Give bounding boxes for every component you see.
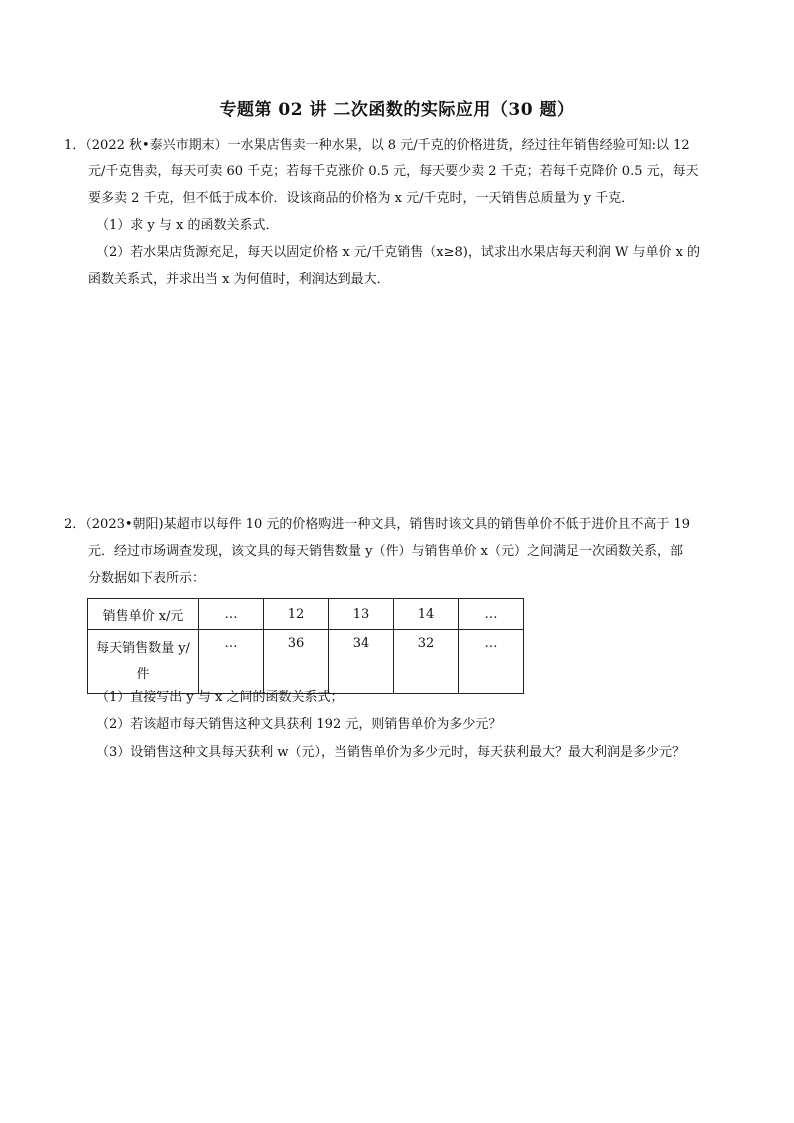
q1-sub-1: （1）求 y 与 x 的函数关系式． xyxy=(96,218,279,233)
table-cell: 销售单价 x/元 xyxy=(88,599,199,630)
data-table xyxy=(87,598,524,694)
table-cell: 36 xyxy=(264,630,329,694)
q2-line-2: 元．经过市场调查发现，该文具的每天销售数量 y（件）与销售单价 x（元）之间满足一次函数关系，部 xyxy=(88,544,683,559)
q1-line-3: 要多卖 2 千克，但不低于成本价．设该商品的价格为 x 元/千克时，一天销售总质量为 y 千克． xyxy=(88,191,635,206)
q1-sub-2: （2）若水果店货源充足，每天以固定价格 x 元/千克销售（x≥8)，试求出水果店每天利润 W 与单价 x 的 xyxy=(96,245,701,260)
table-cell: … xyxy=(459,630,524,694)
q2-line-3: 分数据如下表所示： xyxy=(88,571,206,586)
table-row xyxy=(88,630,524,694)
table-cell: 34 xyxy=(329,630,394,694)
table-cell: 12 xyxy=(264,599,329,630)
q1-sub-2-cont: 函数关系式，并求出当 x 为何值时，利润达到最大． xyxy=(88,272,390,287)
table-head-line-1: 每天销售数量 y/ xyxy=(96,640,190,656)
q2-line-1: 2．（2023•朝阳)某超市以每件 10 元的价格购进一种文具，销售时该文具的销售单价不低于进价且不高于 19 xyxy=(64,517,691,532)
q1-line-2: 元/千克售卖，每天可卖 60 千克；若每千克涨价 0.5 元，每天要少卖 2 千克；若每千克降价 0.5 元，每天 xyxy=(88,164,699,179)
table-head-line-2: 件 xyxy=(136,666,150,682)
table-cell: … xyxy=(459,599,524,630)
table-cell: 32 xyxy=(394,630,459,694)
table-cell: 14 xyxy=(394,599,459,630)
table-cell: … xyxy=(199,630,264,694)
q1-line-1: 1．（2022 秋•泰兴市期末）一水果店售卖一种水果，以 8 元/千克的价格进货，经过往年销售经验可知:以 12 xyxy=(64,138,690,153)
table-cell: 13 xyxy=(329,599,394,630)
table-row xyxy=(88,599,524,630)
page-title: 专题第 02 讲 二次函数的实际应用（30 题） xyxy=(219,100,575,120)
q2-sub-3: （3）设销售这种文具每天获利 w（元），当销售单价为多少元时，每天获利最大？最大利润是多少元？ xyxy=(96,745,686,760)
table-cell: … xyxy=(199,599,264,630)
q2-sub-2: （2）若该超市每天销售这种文具获利 192 元，则销售单价为多少元？ xyxy=(96,717,502,732)
table-cell-head xyxy=(88,630,199,694)
q2-sub-1: （1）直接写出 y 与 x 之间的函数关系式； xyxy=(96,690,344,705)
